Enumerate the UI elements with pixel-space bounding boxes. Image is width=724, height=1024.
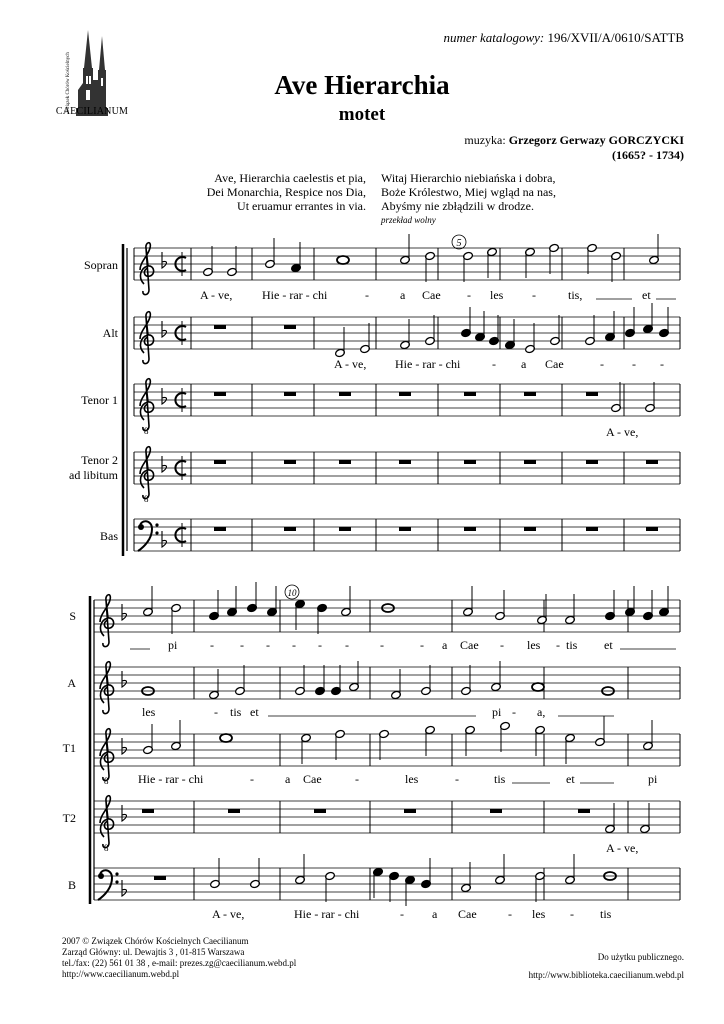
logo-vertical-text: Związek Chórów Kościelnych [66,52,71,113]
composer-name: Grzegorz Gerwazy GORCZYCKI [508,133,684,147]
latin-line: Dei Monarchia, Respice nos Dia, [206,185,366,199]
system-1 [69,234,680,556]
lyric: - [355,772,359,786]
part-label-a: A [67,676,76,690]
lyric: pi [492,705,502,719]
lyric: - [240,638,244,652]
polish-line: Boże Królestwo, Miej wgląd na nas, [381,185,556,199]
lyric: - [420,638,424,652]
footer-line: 2007 © Związek Chórów Kościelnych Caecilianum [62,936,249,946]
footer-line: tel./fax: (22) 561 01 38 , e-mail: prezes.zg@caecilianum.webd.pl [62,958,297,968]
translation-note: przekład wolny [381,215,436,225]
lyric: et [604,638,613,652]
lyric: - [570,907,574,921]
lyric: Hie - rar - chi [262,288,328,302]
lyric: A - ve, [200,288,233,302]
staff [134,447,680,504]
lyric: tis [566,638,578,652]
lyric: A - ve, [212,907,245,921]
lyric: - [455,772,459,786]
lyric: - [556,638,560,652]
measure-number: 5 [456,238,462,249]
part-label-sopran: Sopran [84,258,118,272]
part-label-ad-libitum: ad libitum [69,468,118,482]
lyric: A - ve, [606,841,639,855]
staff [134,243,680,295]
measure-number: 10 [287,588,297,598]
lyric: - [345,638,349,652]
lyric: Cae [422,288,441,302]
lyrics-a [142,705,614,719]
footer-publisher [62,936,296,980]
page-subtitle: motet [338,104,386,125]
lyric: a [432,907,438,921]
system-2 [63,582,680,921]
polish-line: Abyśmy nie zbłądzili w drodze. [381,199,534,213]
lyric: - [210,638,214,652]
svg-text:8: 8 [104,776,109,786]
lyric: - [365,288,369,302]
latin-line: Ut eruamur errantes in via. [237,199,366,213]
lyric: tis [230,705,242,719]
part-label-tenor2: Tenor 2 [81,453,118,467]
lyric: - [500,638,504,652]
catalog-value: 196/XVII/A/0610/SATTB [547,30,684,45]
lyric: a [521,357,527,371]
lyric: les [490,288,504,302]
lyric: les [142,705,156,719]
lyrics-tenor1 [606,425,638,439]
lyric: Hie - rar - chi [395,357,461,371]
lyric: et [642,288,651,302]
lyrics-b [212,907,612,921]
lyric: Cae [303,772,322,786]
lyric: - [512,705,516,719]
composer-label: muzyka: [464,133,506,147]
lyrics-alt [334,357,664,371]
lyric: - [292,638,296,652]
lyric: - [632,357,636,371]
latin-line: Ave, Hierarchia caelestis et pia, [214,171,366,185]
lyric: A - ve, [606,425,639,439]
lyric: a, [537,705,546,719]
part-label-tenor1: Tenor 1 [81,393,118,407]
composer-dates: (1665? - 1734) [612,148,684,162]
lyric: tis [600,907,612,921]
polish-line: Witaj Hierarchio niebiańska i dobra, [381,171,556,185]
lyric: - [214,705,218,719]
logo-text: CAECILIANUM [55,106,129,117]
lyric: et [566,772,575,786]
staff [94,868,680,900]
lyric: - [600,357,604,371]
part-label-t2: T2 [62,811,76,825]
lyric: Cae [460,638,479,652]
staff [134,312,680,364]
staff [94,662,680,714]
lyric: Cae [545,357,564,371]
lyrics-t1 [138,772,658,786]
lyric: les [405,772,419,786]
lyric: a [400,288,406,302]
staff [94,595,680,647]
lyrics-t2 [606,841,638,855]
lyric: a [442,638,448,652]
footer-line: Zarząd Główny: ul. Dewajtis 3 , 01-815 Warszawa [62,947,245,957]
staff [134,379,680,436]
footer-library [529,948,684,984]
lyric: les [532,907,546,921]
lyric: Cae [458,907,477,921]
lyric: pi [168,638,178,652]
lyric: - [532,288,536,302]
lyric: - [492,357,496,371]
lyric: A - ve, [334,357,367,371]
lyrics-sopran [200,288,676,302]
lyric: et [250,705,259,719]
part-label-b: B [67,878,76,892]
svg-text:8: 8 [144,494,149,504]
lyric: - [250,772,254,786]
footer-link[interactable]: http://www.caecilianum.webd.pl [62,969,180,979]
part-label-bas: Bas [100,529,118,543]
lyric: - [380,638,384,652]
lyrics-s [130,638,676,652]
part-label-t1: T1 [62,741,76,755]
part-label-s: S [69,609,76,623]
lyric: - [660,357,664,371]
staff [94,796,680,853]
lyric: tis, [568,288,583,302]
lyric: - [318,638,322,652]
footer-link[interactable]: http://www.biblioteka.caecilianum.webd.pl [528,970,684,980]
part-label-alt: Alt [102,326,118,340]
lyric: - [400,907,404,921]
lyric: Hie - rar - chi [294,907,360,921]
lyric: les [527,638,541,652]
catalog-label: numer katalogowy: [443,30,545,45]
svg-text:8: 8 [104,843,109,853]
footer-line: Do użytku publicznego. [597,952,684,962]
staff [134,519,680,551]
lyric: - [266,638,270,652]
lyric: tis [494,772,506,786]
svg-text:8: 8 [144,426,149,436]
page-title: Ave Hierarchia [274,70,450,100]
lyric: a [285,772,291,786]
lyric: - [467,288,471,302]
lyric: Hie - rar - chi [138,772,204,786]
lyric: pi [648,772,658,786]
lyric: - [508,907,512,921]
